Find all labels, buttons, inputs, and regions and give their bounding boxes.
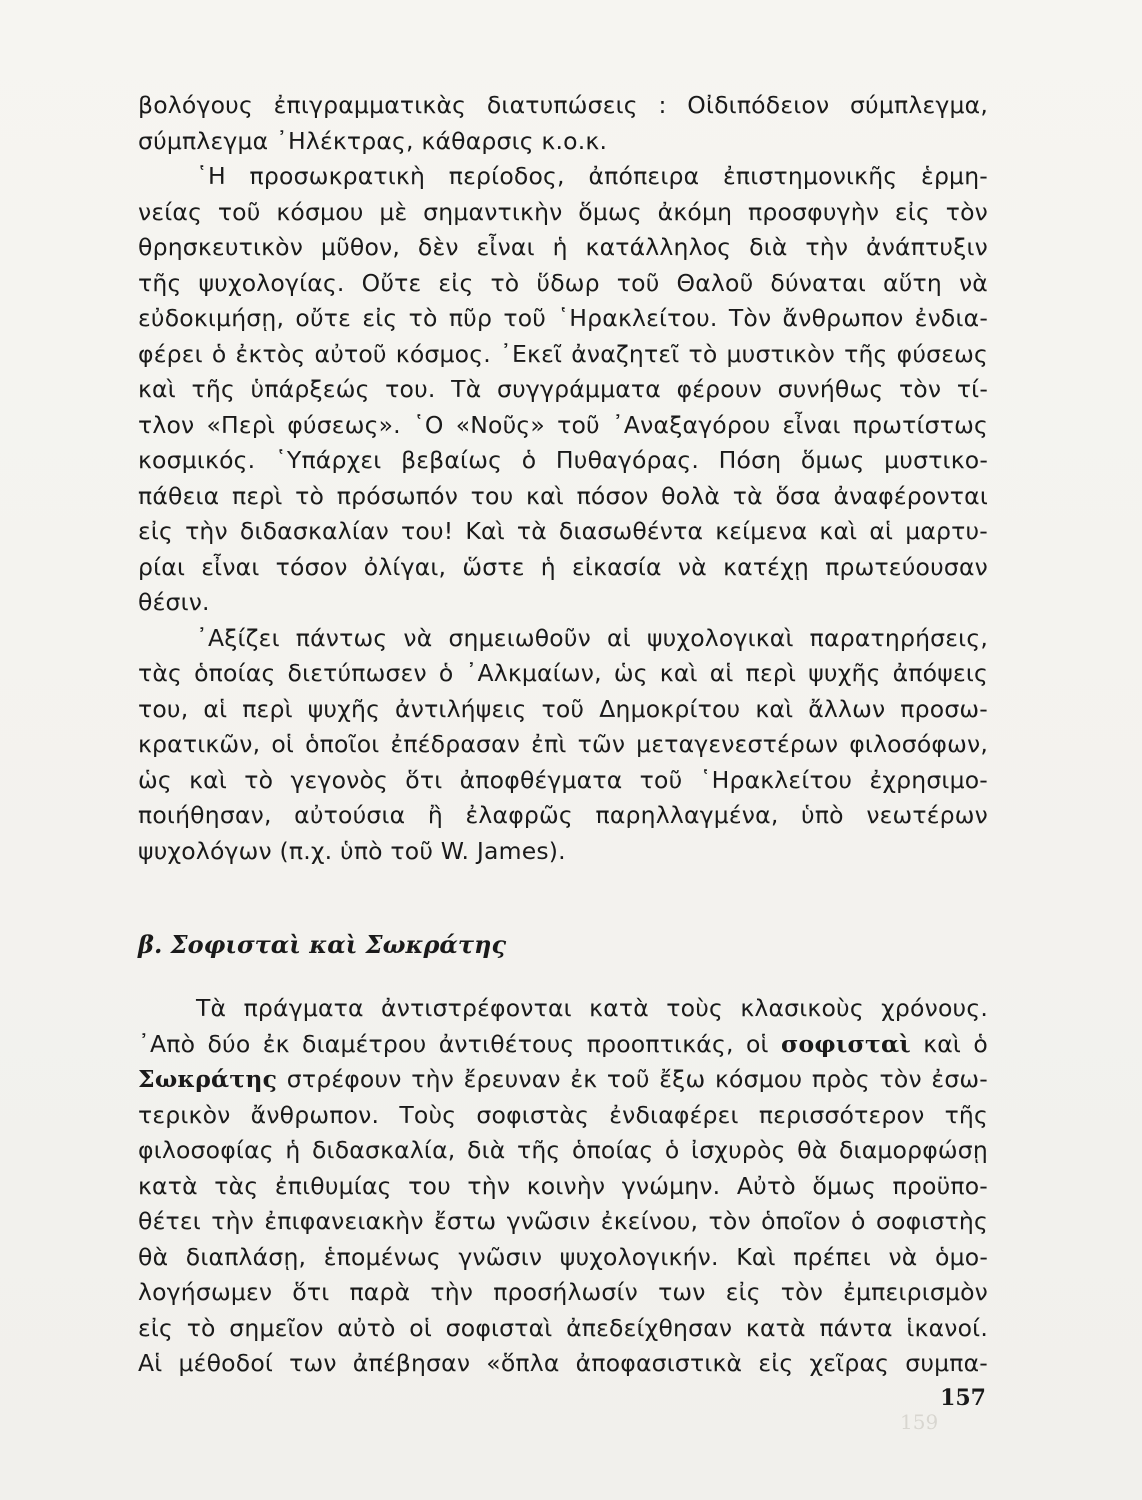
text-line: κατὰ τὰς ἐπιθυμίας του τὴν κοινὴν γνώμην. Αὐτὸ ὅμως προϋπο- (138, 1171, 988, 1200)
text-line: φέρει ὁ ἐκτὸς αὐτοῦ κόσμος. ᾿Εκεῖ ἀναζητεῖ τὸ μυστικὸν τῆς φύσεως (138, 339, 988, 368)
text-column (138, 88, 988, 1382)
text-line (138, 1062, 988, 1098)
text-line: ποιήθησαν, αὐτούσια ἢ ἐλαφρῶς παρηλλαγμένα, ὑπὸ νεωτέρων (138, 801, 988, 829)
text-line: τὰς ὁποίας διετύπωσεν ὁ ᾿Αλκμαίων, ὡς καὶ αἱ περὶ ψυχῆς ἀπόψεις (138, 659, 988, 687)
text-line: θρησκευτικὸν μῦθον, δὲν εἶναι ἡ κατάλληλος διὰ τὴν ἀνάπτυξιν (138, 233, 988, 261)
section-heading: β. Σοφισταὶ καὶ Σωκράτης (138, 930, 507, 959)
text-line: εἰς τὴν διδασκαλίαν του! Καὶ τὰ διασωθέντα κείμενα καὶ αἱ μαρτυ- (138, 517, 988, 545)
text-run: στρέφουν τὴν ἔρευναν ἐκ τοῦ ἔξω κόσμου πρὸς τὸν ἐσω- (277, 1065, 988, 1093)
text-line: εἰς τὸ σημεῖον αὐτὸ οἱ σοφισταὶ ἀπεδείχθησαν κατὰ πάντα ἱκανοί. (138, 1313, 988, 1342)
text-line: βολόγους ἐπιγραμματικὰς διατυπώσεις : Οἰδιπόδειον σύμπλεγμα, (138, 91, 988, 119)
text-line: καὶ τῆς ὑπάρξεώς του. Τὰ συγγράμματα φέρουν συνήθως τὸν τί- (138, 375, 988, 403)
text-line: εὐδοκιμήσῃ, οὔτε εἰς τὸ πῦρ τοῦ ῾Ηρακλείτου. Τὸν ἄνθρωπον ἐνδια- (138, 304, 988, 332)
text-line: φιλοσοφίας ἡ διδασκαλία, διὰ τῆς ὁποίας ὁ ἰσχυρὸς θὰ διαμορφώσῃ (138, 1136, 988, 1164)
text-line: νείας τοῦ κόσμου μὲ σημαντικὴν ὅμως ἀκόμη προσφυγὴν εἰς τὸν (138, 197, 988, 226)
text-line: ὡς καὶ τὸ γεγονὸς ὅτι ἀποφθέγματα τοῦ ῾Ηρακλείτου ἐχρησιμο- (138, 765, 988, 794)
text-line: θὰ διαπλάσῃ, ἑπομένως γνῶσιν ψυχολογικήν. Καὶ πρέπει νὰ ὁμο- (138, 1242, 988, 1271)
text-line: θέτει τὴν ἐπιφανειακὴν ἔστω γνῶσιν ἐκείνου, τὸν ὁποῖον ὁ σοφιστὴς (138, 1207, 988, 1235)
text-line: τῆς ψυχολογίας. Οὔτε εἰς τὸ ὕδωρ τοῦ Θαλοῦ δύναται αὕτη νὰ (138, 268, 988, 297)
text-line: κοσμικός. ῾Υπάρχει βεβαίως ὁ Πυθαγόρας. Πόση ὅμως μυστικο- (138, 446, 988, 474)
text-line: ᾿Αξίζει πάντως νὰ σημειωθοῦν αἱ ψυχολογικαὶ παρατηρήσεις, (196, 623, 988, 652)
bold-term: σοφισταὶ (781, 1029, 911, 1058)
text-line: ψυχολόγων (π.χ. ὑπὸ τοῦ W. James). (138, 836, 566, 865)
text-line: κρατικῶν, οἱ ὁποῖοι ἐπέδρασαν ἐπὶ τῶν μεταγενεστέρων φιλοσόφων, (138, 730, 988, 758)
text-run: καὶ ὁ (910, 1029, 988, 1058)
text-line: τερικὸν ἄνθρωπον. Τοὺς σοφιστὰς ἐνδιαφέρει περισσότερον τῆς (138, 1100, 988, 1129)
text-line: ῾Η προσωκρατικὴ περίοδος, ἀπόπειρα ἐπιστημονικῆς ἑρμη- (196, 162, 988, 190)
section-spacer (138, 869, 988, 927)
bold-term: Σωκράτης (138, 1065, 278, 1093)
text-line: πάθεια περὶ τὸ πρόσωπόν του καὶ πόσον θολὰ τὰ ὅσα ἀναφέρονται (138, 481, 988, 510)
text-run: ᾿Απὸ δύο ἐκ διαμέτρου ἀντιθέτους προοπτικάς, οἱ (138, 1029, 782, 1058)
text-line: του, αἱ περὶ ψυχῆς ἀντιλήψεις τοῦ Δημοκρίτου καὶ ἄλλων προσω- (138, 694, 988, 723)
section-spacer (138, 963, 988, 991)
text-line (138, 1027, 988, 1063)
text-line: θέσιν. (138, 588, 210, 616)
text-line: τλον «Περὶ φύσεως». ῾Ο «Νοῦς» τοῦ ᾿Αναξαγόρου εἶναι πρωτίστως (138, 410, 988, 439)
text-line: ρίαι εἶναι τόσον ὀλίγαι, ὥστε ἡ εἰκασία νὰ κατέχῃ πρωτεύουσαν (138, 552, 988, 581)
text-line: Αἱ μέθοδοί των ἀπέβησαν «ὅπλα ἀποφασιστικὰ εἰς χεῖρας συμπα- (138, 1349, 988, 1377)
show-through-page-number: 159 (900, 1410, 939, 1434)
text-line: σύμπλεγμα ᾿Ηλέκτρας, κάθαρσις κ.ο.κ. (138, 126, 608, 155)
page-number: 157 (940, 1385, 986, 1411)
text-line: λογήσωμεν ὅτι παρὰ τὴν προσήλωσίν των εἰς τὸν ἐμπειρισμὸν (138, 1278, 988, 1306)
text-line: Τὰ πράγματα ἀντιστρέφονται κατὰ τοὺς κλασικοὺς χρόνους. (196, 994, 988, 1022)
